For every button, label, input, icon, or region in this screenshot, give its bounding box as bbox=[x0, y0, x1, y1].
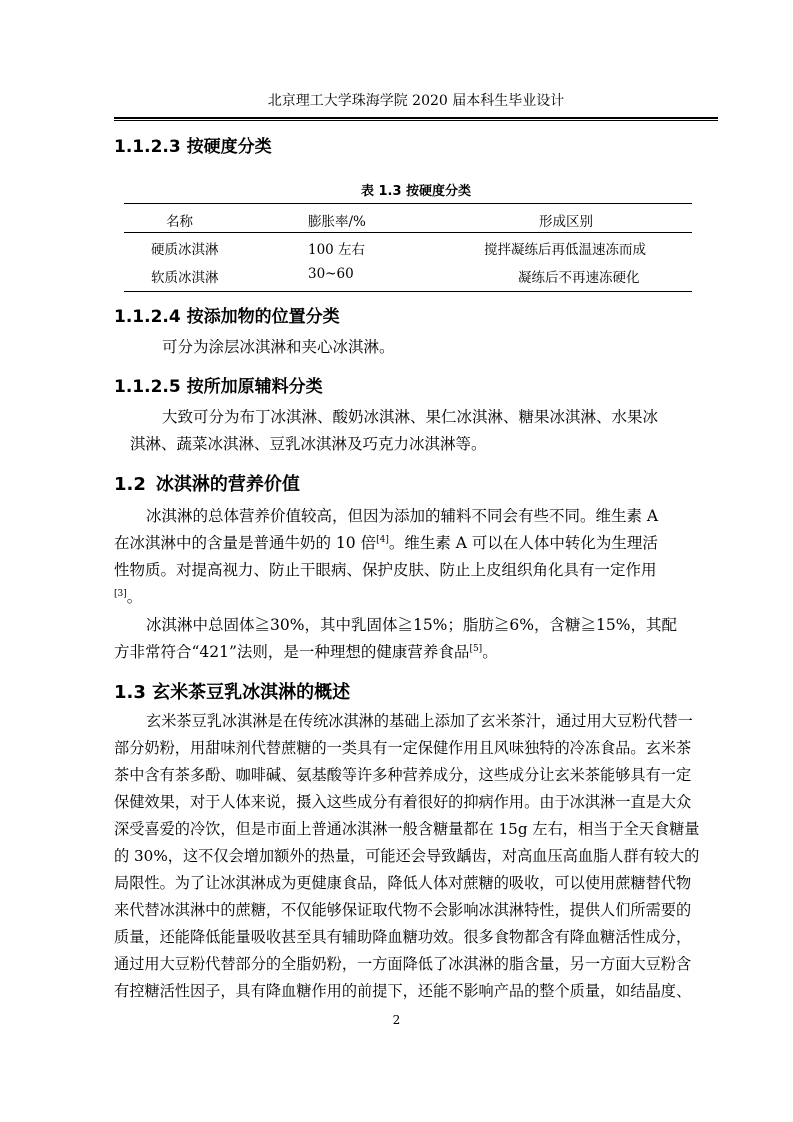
table-cell-row2-difference: 凝练后不再速冻硬化 bbox=[518, 270, 640, 286]
paragraph-line: 方非常符合“421”法则，是一种理想的健康营养食品[5]。 bbox=[114, 643, 498, 661]
citation-ref: [3] bbox=[114, 588, 127, 599]
section-number: 1.2 bbox=[114, 474, 146, 495]
table-cell-row1-expansion: 100 左右 bbox=[308, 242, 366, 258]
table-cell-row2-expansion: 30~60 bbox=[308, 266, 354, 282]
paragraph-overview bbox=[114, 708, 718, 1005]
paragraph-line: 来代替冰淇淋中的蔗糖，不仅能够保证取代物不会影响冰淇淋特性，提供人们所需要的 bbox=[114, 901, 692, 919]
table-header-name: 名称 bbox=[166, 214, 193, 230]
paragraph-line: 玄米茶豆乳冰淇淋是在传统冰淇淋的基础上添加了玄米茶汁，通过用大豆粉代替一 bbox=[146, 712, 693, 730]
table-caption: 表 1.3 按硬度分类 bbox=[360, 184, 472, 199]
paragraph-line: 性物质。对提高视力、防止干眼病、保护皮肤、防止上皮组织角化具有一定作用 bbox=[114, 561, 657, 579]
table-header-difference: 形成区别 bbox=[539, 214, 593, 230]
table-header-expansion: 膨胀率/% bbox=[308, 214, 366, 230]
paragraph-1-1-2-5 bbox=[130, 404, 718, 458]
paragraph-line: 淇淋、蔬菜冰淇淋、豆乳冰淇淋及巧克力冰淇淋等。 bbox=[130, 435, 487, 453]
header-rule bbox=[114, 117, 718, 119]
paragraph-line: 冰淇淋的总体营养价值较高，但因为添加的辅料不同会有些不同。维生素 A bbox=[146, 507, 659, 525]
page-number: 2 bbox=[392, 1013, 401, 1027]
citation-ref: [5] bbox=[469, 643, 483, 654]
section-title: 冰淇淋的营养价值 bbox=[155, 474, 300, 495]
section-heading-1-2 bbox=[114, 470, 300, 496]
paragraph-line: 有控糖活性因子，具有降血糖作用的前提下，还能不影响产品的整个质量，如结晶度、 bbox=[114, 982, 692, 1000]
table-cell-row2-name: 软质冰淇淋 bbox=[151, 270, 219, 286]
section-heading-1-3: 1.3 玄米茶豆乳冰淇淋的概述 bbox=[114, 682, 351, 703]
citation-ref: [4] bbox=[376, 534, 389, 545]
section-heading-1-1-2-4: 1.1.2.4 按添加物的位置分类 bbox=[114, 307, 340, 327]
header-rule-thin bbox=[114, 120, 718, 121]
paragraph-line: 的 30%，这不仅会增加额外的热量，可能还会导致龋齿，对高血压高血脂人群有较大的 bbox=[114, 847, 700, 865]
section-heading-1-1-2-3: 1.1.2.3 按硬度分类 bbox=[114, 137, 272, 157]
paragraph-nutrition-2 bbox=[114, 612, 718, 666]
paragraph-nutrition-1 bbox=[114, 503, 718, 611]
paragraph-line: 通过用大豆粉代替部分的全脂奶粉，一方面降低了冰淇淋的脂含量，另一方面大豆粉含 bbox=[114, 955, 692, 973]
paragraph-line: 部分奶粉，用甜味剂代替蔗糖的一类具有一定保健作用且风味独特的冷冻食品。玄米茶 bbox=[114, 739, 692, 757]
table-top-rule bbox=[124, 203, 692, 204]
paragraph-line: 大致可分为布丁冰淇淋、酸奶冰淇淋、果仁冰淇淋、糖果冰淇淋、水果冰 bbox=[162, 408, 659, 426]
table-bottom-rule bbox=[124, 291, 692, 292]
paragraph-line: 局限性。为了让冰淇淋成为更健康食品，降低人体对蔗糖的吸收，可以使用蔗糖替代物 bbox=[114, 874, 692, 892]
paragraph-1-1-2-4: 可分为涂层冰淇淋和夹心冰淇淋。 bbox=[162, 338, 395, 356]
paragraph-line: 保健效果，对于人体来说，摄入这些成分有着很好的抑病作用。由于冰淇淋一直是大众 bbox=[114, 793, 692, 811]
paragraph-line: 在冰淇淋中的含量是普通牛奶的 10 倍[4]。维生素 A 可以在人体中转化为生理活 bbox=[114, 534, 658, 552]
table-cell-row1-difference: 搅拌凝练后再低温速冻而成 bbox=[484, 242, 646, 258]
paragraph-line: 冰淇淋中总固体≧30%，其中乳固体≧15%；脂肪≧6%，含糖≧15%，其配 bbox=[146, 616, 677, 634]
table-header-rule bbox=[124, 232, 692, 233]
section-heading-1-1-2-5: 1.1.2.5 按所加原辅料分类 bbox=[114, 377, 323, 397]
paragraph-line: 茶中含有茶多酚、咖啡碱、氨基酸等许多种营养成分，这些成分让玄米茶能够具有一定 bbox=[114, 766, 692, 784]
paragraph-line: 质量，还能降低能量吸收甚至具有辅助降血糖功效。很多食物都含有降血糖活性成分， bbox=[114, 928, 692, 946]
paragraph-line: [3]。 bbox=[114, 588, 143, 606]
running-header: 北京理工大学珠海学院 2020 届本科生毕业设计 bbox=[267, 93, 565, 109]
table-cell-row1-name: 硬质冰淇淋 bbox=[151, 242, 219, 258]
paragraph-line: 深受喜爱的冷饮，但是市面上普通冰淇淋一般含糖量都在 15g 左右，相当于全天食糖量 bbox=[114, 820, 700, 838]
